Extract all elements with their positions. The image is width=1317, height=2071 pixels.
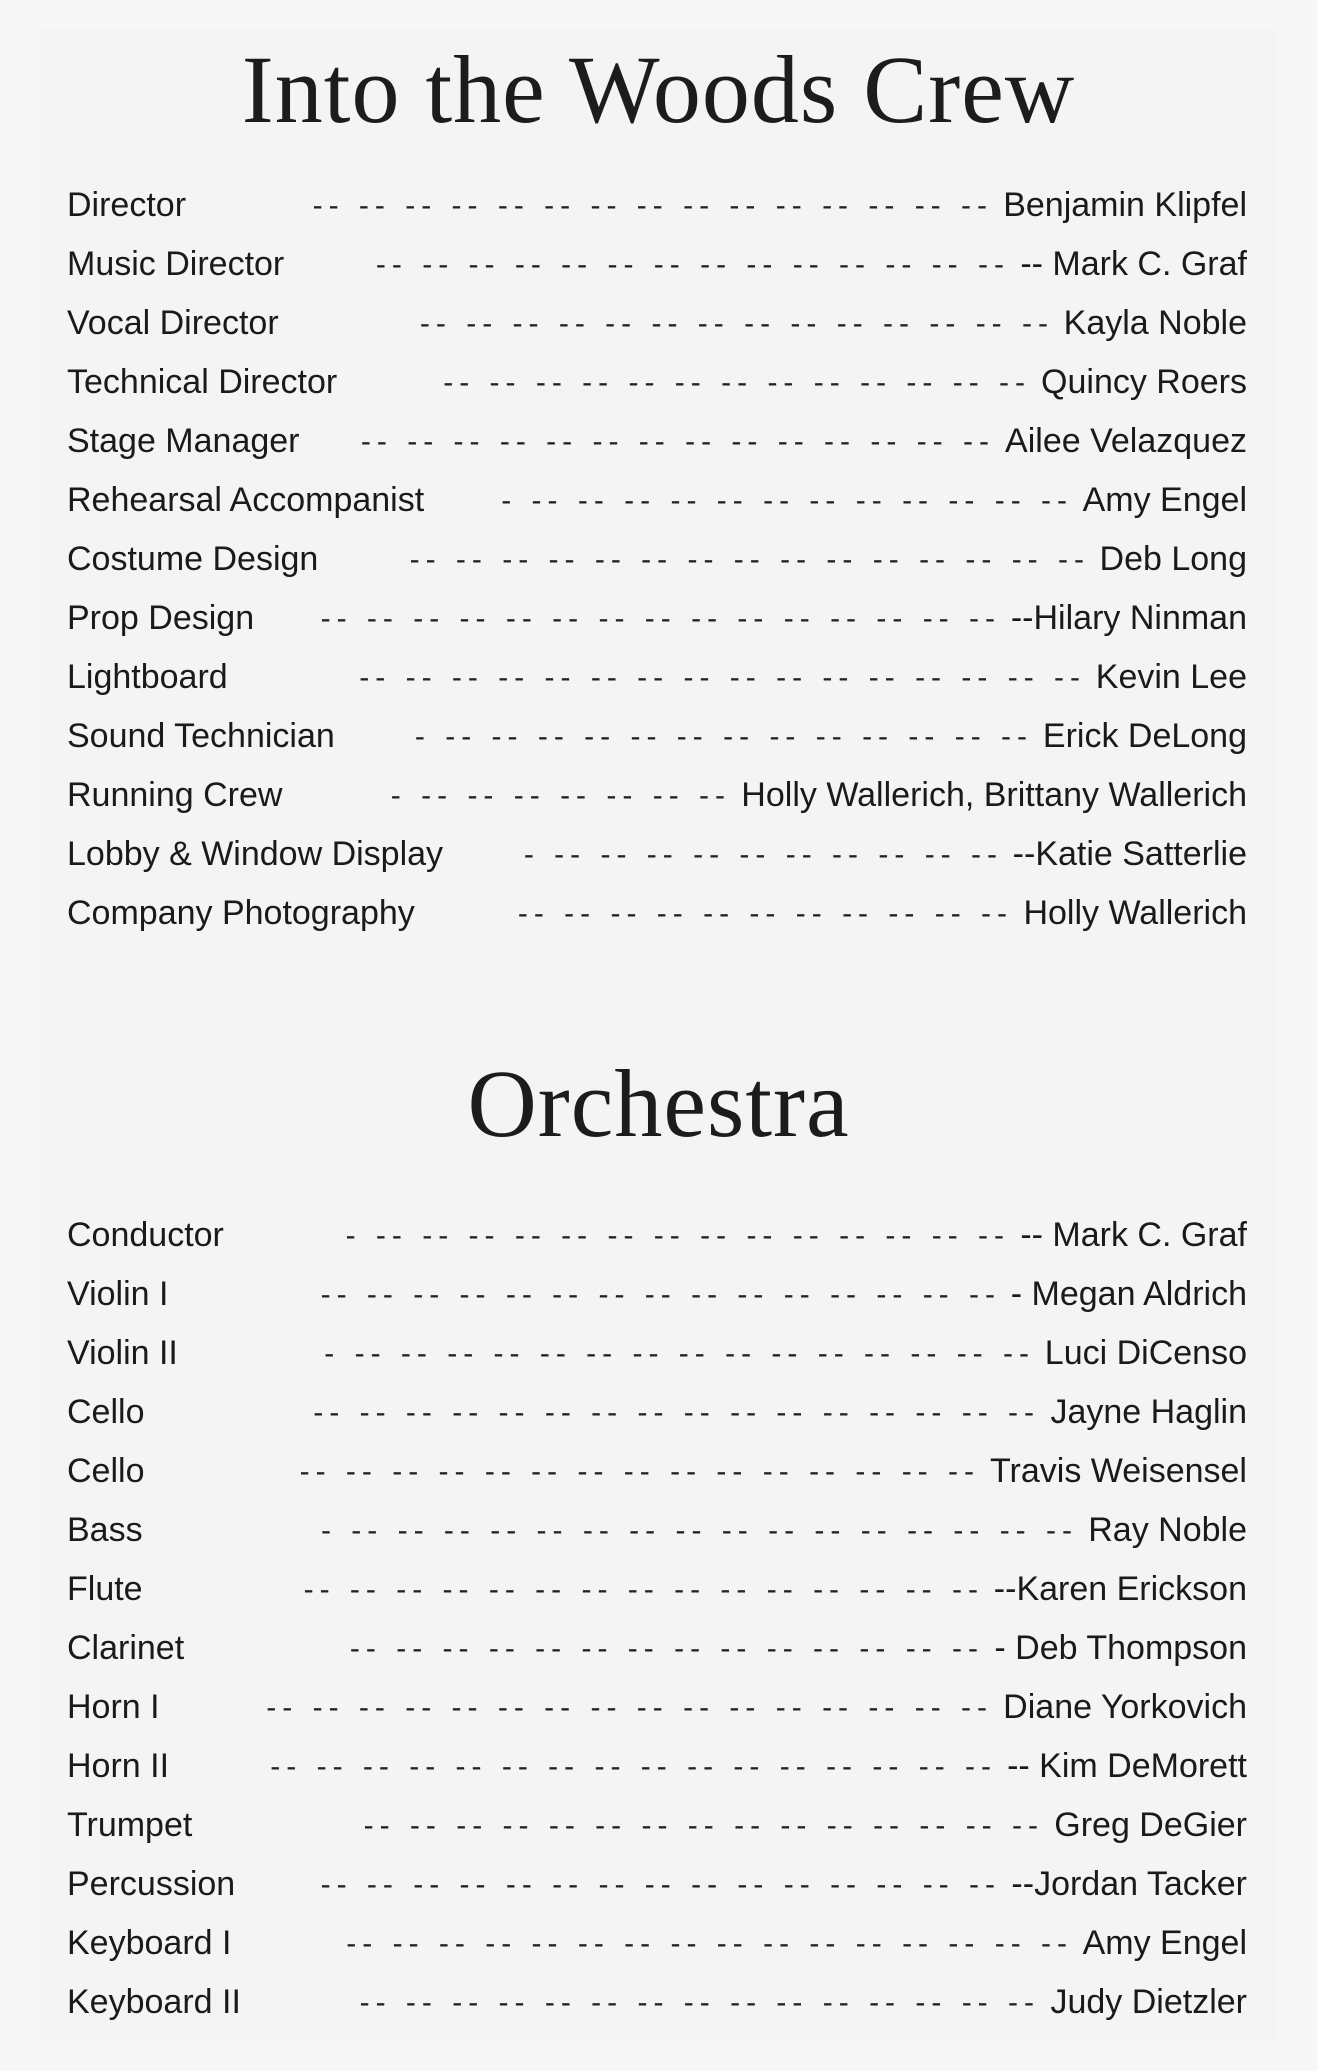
credit-row: [67, 1442, 1247, 1501]
credit-name: --Hilary Ninman: [1010, 599, 1247, 637]
credit-row: [67, 1914, 1247, 1973]
crew-heading: Into the Woods Crew: [241, 36, 1076, 143]
leader-dashes: - -- -- -- -- -- -- -- -- -- -- -- -- --: [414, 720, 1033, 753]
credit-name: Erick DeLong: [1042, 717, 1247, 755]
credit-role: Trumpet: [67, 1806, 193, 1844]
leader-dashes: - -- -- -- -- -- -- -- -- -- -- -- --: [501, 484, 1073, 517]
credit-name: --Jordan Tacker: [1011, 1865, 1247, 1903]
leader-dashes: -- -- -- -- -- -- -- -- -- -- -- -- -- -- -- --: [270, 1750, 997, 1783]
credit-role: Clarinet: [67, 1629, 185, 1667]
credit-name: Amy Engel: [1082, 1924, 1247, 1962]
leader-dashes: -- -- -- -- -- -- -- -- -- -- -- -- -- --: [419, 307, 1054, 340]
leader-dashes: -- -- -- -- -- -- -- -- -- -- -- -- -- -- --: [359, 1986, 1040, 2019]
credit-row: [67, 235, 1247, 294]
credit-row: [67, 1265, 1247, 1324]
leader-dashes: - -- -- -- -- -- -- -- -- -- -- -- -- -- -- --: [324, 1337, 1035, 1370]
leader-dashes: -- -- -- -- -- -- -- -- -- -- -- -- --: [443, 366, 1031, 399]
credit-row: [67, 1737, 1247, 1796]
credit-row: [67, 1619, 1247, 1678]
leader-dashes: -- -- -- -- -- -- -- -- -- -- -- -- -- -- --: [299, 1455, 980, 1488]
credit-role: Lobby & Window Display: [67, 835, 444, 873]
leader-dashes: -- -- -- -- -- -- -- -- -- -- -- -- -- --: [375, 248, 1010, 281]
credit-row: [67, 589, 1247, 648]
leader-dashes: -- -- -- -- -- -- -- -- -- -- -- -- -- -- --: [312, 189, 993, 222]
credit-row: [67, 1560, 1247, 1619]
credit-row: [67, 1206, 1247, 1265]
credit-name: Ailee Velazquez: [1005, 422, 1247, 460]
credit-row: [67, 707, 1247, 766]
credit-row: [67, 294, 1247, 353]
credit-row: [67, 176, 1247, 235]
leader-dashes: -- -- -- -- -- -- -- -- -- -- -- -- -- -- -- --: [359, 661, 1086, 694]
leader-dashes: -- -- -- -- -- -- -- -- -- -- -- -- -- --: [349, 1632, 984, 1665]
leader-dashes: -- -- -- -- -- -- -- -- -- -- -- -- -- -- -- --: [346, 1927, 1073, 1960]
credit-name: Luci DiCenso: [1044, 1334, 1247, 1372]
credit-role: Cello: [67, 1393, 145, 1431]
credit-name: Holly Wallerich: [1023, 894, 1247, 932]
credit-name: Judy Dietzler: [1050, 1983, 1247, 2021]
credit-row: [67, 412, 1247, 471]
credit-role: Horn II: [67, 1747, 170, 1785]
credit-name: -- Kim DeMorett: [1007, 1747, 1247, 1785]
leader-dashes: -- -- -- -- -- -- -- -- -- -- -- -- -- -- -- --: [266, 1691, 993, 1724]
crew-list: [67, 176, 1247, 943]
credit-name: Deb Long: [1099, 540, 1247, 578]
credit-role: Sound Technician: [67, 717, 335, 755]
credit-name: Diane Yorkovich: [1003, 1688, 1247, 1726]
leader-dashes: -- -- -- -- -- -- -- -- -- -- -- -- -- -- -- --: [313, 1396, 1040, 1429]
credit-role: Percussion: [67, 1865, 236, 1903]
leader-dashes: -- -- -- -- -- -- -- -- -- -- -- -- -- -- --: [409, 543, 1090, 576]
credit-role: Running Crew: [67, 776, 283, 814]
credit-role: Keyboard II: [67, 1983, 241, 2021]
credit-row: [67, 1973, 1247, 2032]
credit-row: [67, 648, 1247, 707]
credit-name: Jayne Haglin: [1050, 1393, 1247, 1431]
credit-role: Rehearsal Accompanist: [67, 481, 425, 519]
leader-dashes: -- -- -- -- -- -- -- -- -- -- --: [517, 897, 1013, 930]
credit-role: Director: [67, 186, 187, 224]
credit-role: Flute: [67, 1570, 143, 1608]
credit-row: [67, 1796, 1247, 1855]
leader-dashes: - -- -- -- -- -- -- --: [390, 779, 731, 812]
credit-name: Quincy Roers: [1041, 363, 1247, 401]
credit-name: Kayla Noble: [1063, 304, 1247, 342]
credit-role: Lightboard: [67, 658, 228, 696]
credit-row: [67, 471, 1247, 530]
credit-role: Music Director: [67, 245, 285, 283]
credit-name: Holly Wallerich, Brittany Wallerich: [741, 776, 1247, 814]
leader-dashes: -- -- -- -- -- -- -- -- -- -- -- -- -- -- --: [320, 1278, 1001, 1311]
credit-row: [67, 1324, 1247, 1383]
leader-dashes: -- -- -- -- -- -- -- -- -- -- -- -- -- -- --: [320, 602, 1001, 635]
credit-role: Bass: [67, 1511, 143, 1549]
credit-name: Travis Weisensel: [990, 1452, 1247, 1490]
credit-name: --Katie Satterlie: [1012, 835, 1247, 873]
credit-name: - Deb Thompson: [994, 1629, 1247, 1667]
credit-role: Prop Design: [67, 599, 255, 637]
credit-name: Amy Engel: [1082, 481, 1247, 519]
credit-role: Horn I: [67, 1688, 160, 1726]
credit-role: Violin II: [67, 1334, 178, 1372]
leader-dashes: - -- -- -- -- -- -- -- -- -- -- -- -- -- -- -- --: [320, 1514, 1078, 1547]
credit-name: Greg DeGier: [1054, 1806, 1247, 1844]
credit-row: [67, 884, 1247, 943]
credit-role: Vocal Director: [67, 304, 279, 342]
leader-dashes: - -- -- -- -- -- -- -- -- -- -- -- -- -- --: [345, 1219, 1010, 1252]
orchestra-list: [67, 1206, 1247, 2032]
credit-role: Company Photography: [67, 894, 415, 932]
leader-dashes: -- -- -- -- -- -- -- -- -- -- -- -- -- -- --: [320, 1868, 1001, 1901]
orchestra-heading: Orchestra: [467, 1050, 850, 1157]
leader-dashes: -- -- -- -- -- -- -- -- -- -- -- -- -- --: [360, 425, 995, 458]
credit-row: [67, 1855, 1247, 1914]
credit-name: Kevin Lee: [1095, 658, 1247, 696]
leader-dashes: -- -- -- -- -- -- -- -- -- -- -- -- -- -- --: [363, 1809, 1044, 1842]
credit-role: Conductor: [67, 1216, 224, 1254]
credit-row: [67, 1678, 1247, 1737]
credit-row: [67, 825, 1247, 884]
credit-role: Violin I: [67, 1275, 169, 1313]
credit-name: - Megan Aldrich: [1010, 1275, 1247, 1313]
credit-name: -- Mark C. Graf: [1020, 245, 1247, 283]
leader-dashes: - -- -- -- -- -- -- -- -- -- --: [523, 838, 1003, 871]
credit-row: [67, 530, 1247, 589]
leader-dashes: -- -- -- -- -- -- -- -- -- -- -- -- -- -- --: [303, 1573, 984, 1606]
credit-row: [67, 766, 1247, 825]
credit-row: [67, 353, 1247, 412]
credit-role: Stage Manager: [67, 422, 300, 460]
credit-role: Technical Director: [67, 363, 338, 401]
credit-role: Cello: [67, 1452, 145, 1490]
credit-row: [67, 1383, 1247, 1442]
credit-name: -- Mark C. Graf: [1020, 1216, 1247, 1254]
credit-role: Costume Design: [67, 540, 319, 578]
credit-name: Ray Noble: [1088, 1511, 1247, 1549]
credit-role: Keyboard I: [67, 1924, 232, 1962]
credit-row: [67, 1501, 1247, 1560]
credit-name: Benjamin Klipfel: [1003, 186, 1247, 224]
credit-name: --Karen Erickson: [993, 1570, 1247, 1608]
